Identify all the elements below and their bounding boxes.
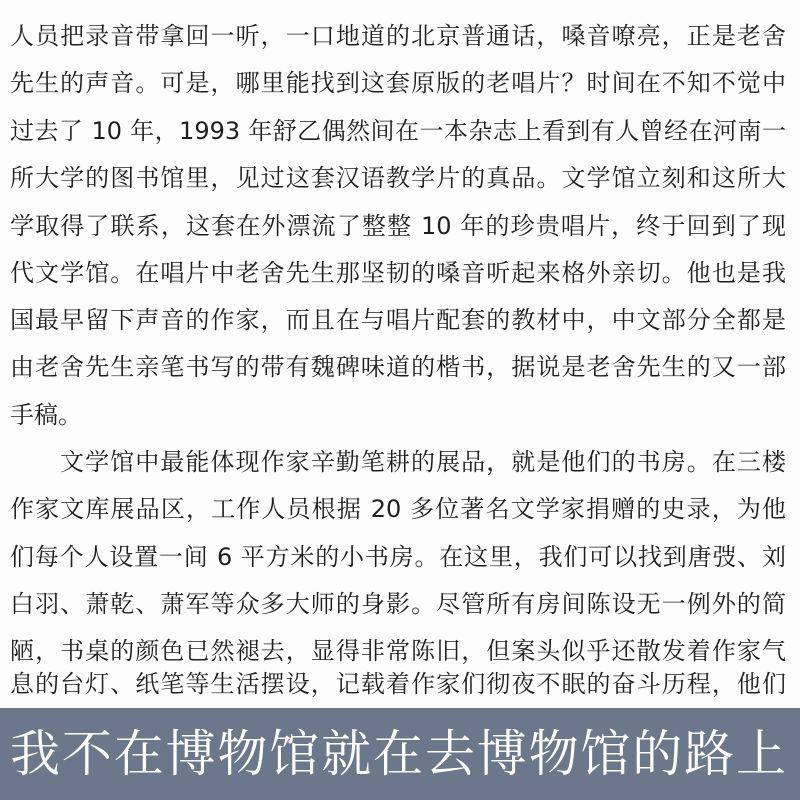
text-line: 过去了 10 年，1993 年舒乙偶然间在一本杂志上看到有人曾经在河南一 [10,117,786,145]
text-line: 白羽、萧乾、萧军等众多大师的身影。尽管所有房间陈设无一例外的简 [10,590,786,618]
banner-slogan: 我不在博物馆就在去博物馆的路上 [10,725,786,783]
text-line: 学取得了联系，这套在外漂流了整整 10 年的珍贵唱片，终于回到了现 [10,212,786,240]
text-line: 由老舍先生亲笔书写的带有魏碑味道的楷书，据说是老舍先生的又一部 [10,353,786,381]
text-line: 陋，书桌的颜色已然褪去，显得非常陈旧，但案头似乎还散发着作家气 [10,637,786,665]
text-line: 作家文库展品区，工作人员根据 20 多位著名文学家捐赠的史录，为他 [10,495,786,523]
caption-banner [0,708,800,800]
text-line: 手稿。 [10,401,82,429]
text-line: 们每个人设置一间 6 平方米的小书房。在这里，我们可以找到唐弢、刘 [10,543,786,571]
text-line: 先生的声音。可是，哪里能找到这套原版的老唱片？时间在不知不觉中 [10,69,786,97]
text-line: 人员把录音带拿回一听，一口地道的北京普通话，嗓音嘹亮，正是老舍 [10,22,786,50]
text-line: 代文学馆。在唱片中老舍先生那坚韧的嗓音听起来格外亲切。他也是我 [10,259,786,287]
text-line: 国最早留下声音的作家，而且在与唱片配套的教材中，中文部分全都是 [10,306,786,334]
text-line: 所大学的图书馆里，见过这套汉语教学片的真品。文学馆立刻和这所大 [10,164,786,192]
text-line: 息的台灯、纸笔等生活摆设，记载着作家们彻夜不眠的奋斗历程，他们 [10,670,786,698]
paragraph-start-line: 文学馆中最能体现作家辛勤笔耕的展品，就是他们的书房。在三楼 [60,448,786,476]
